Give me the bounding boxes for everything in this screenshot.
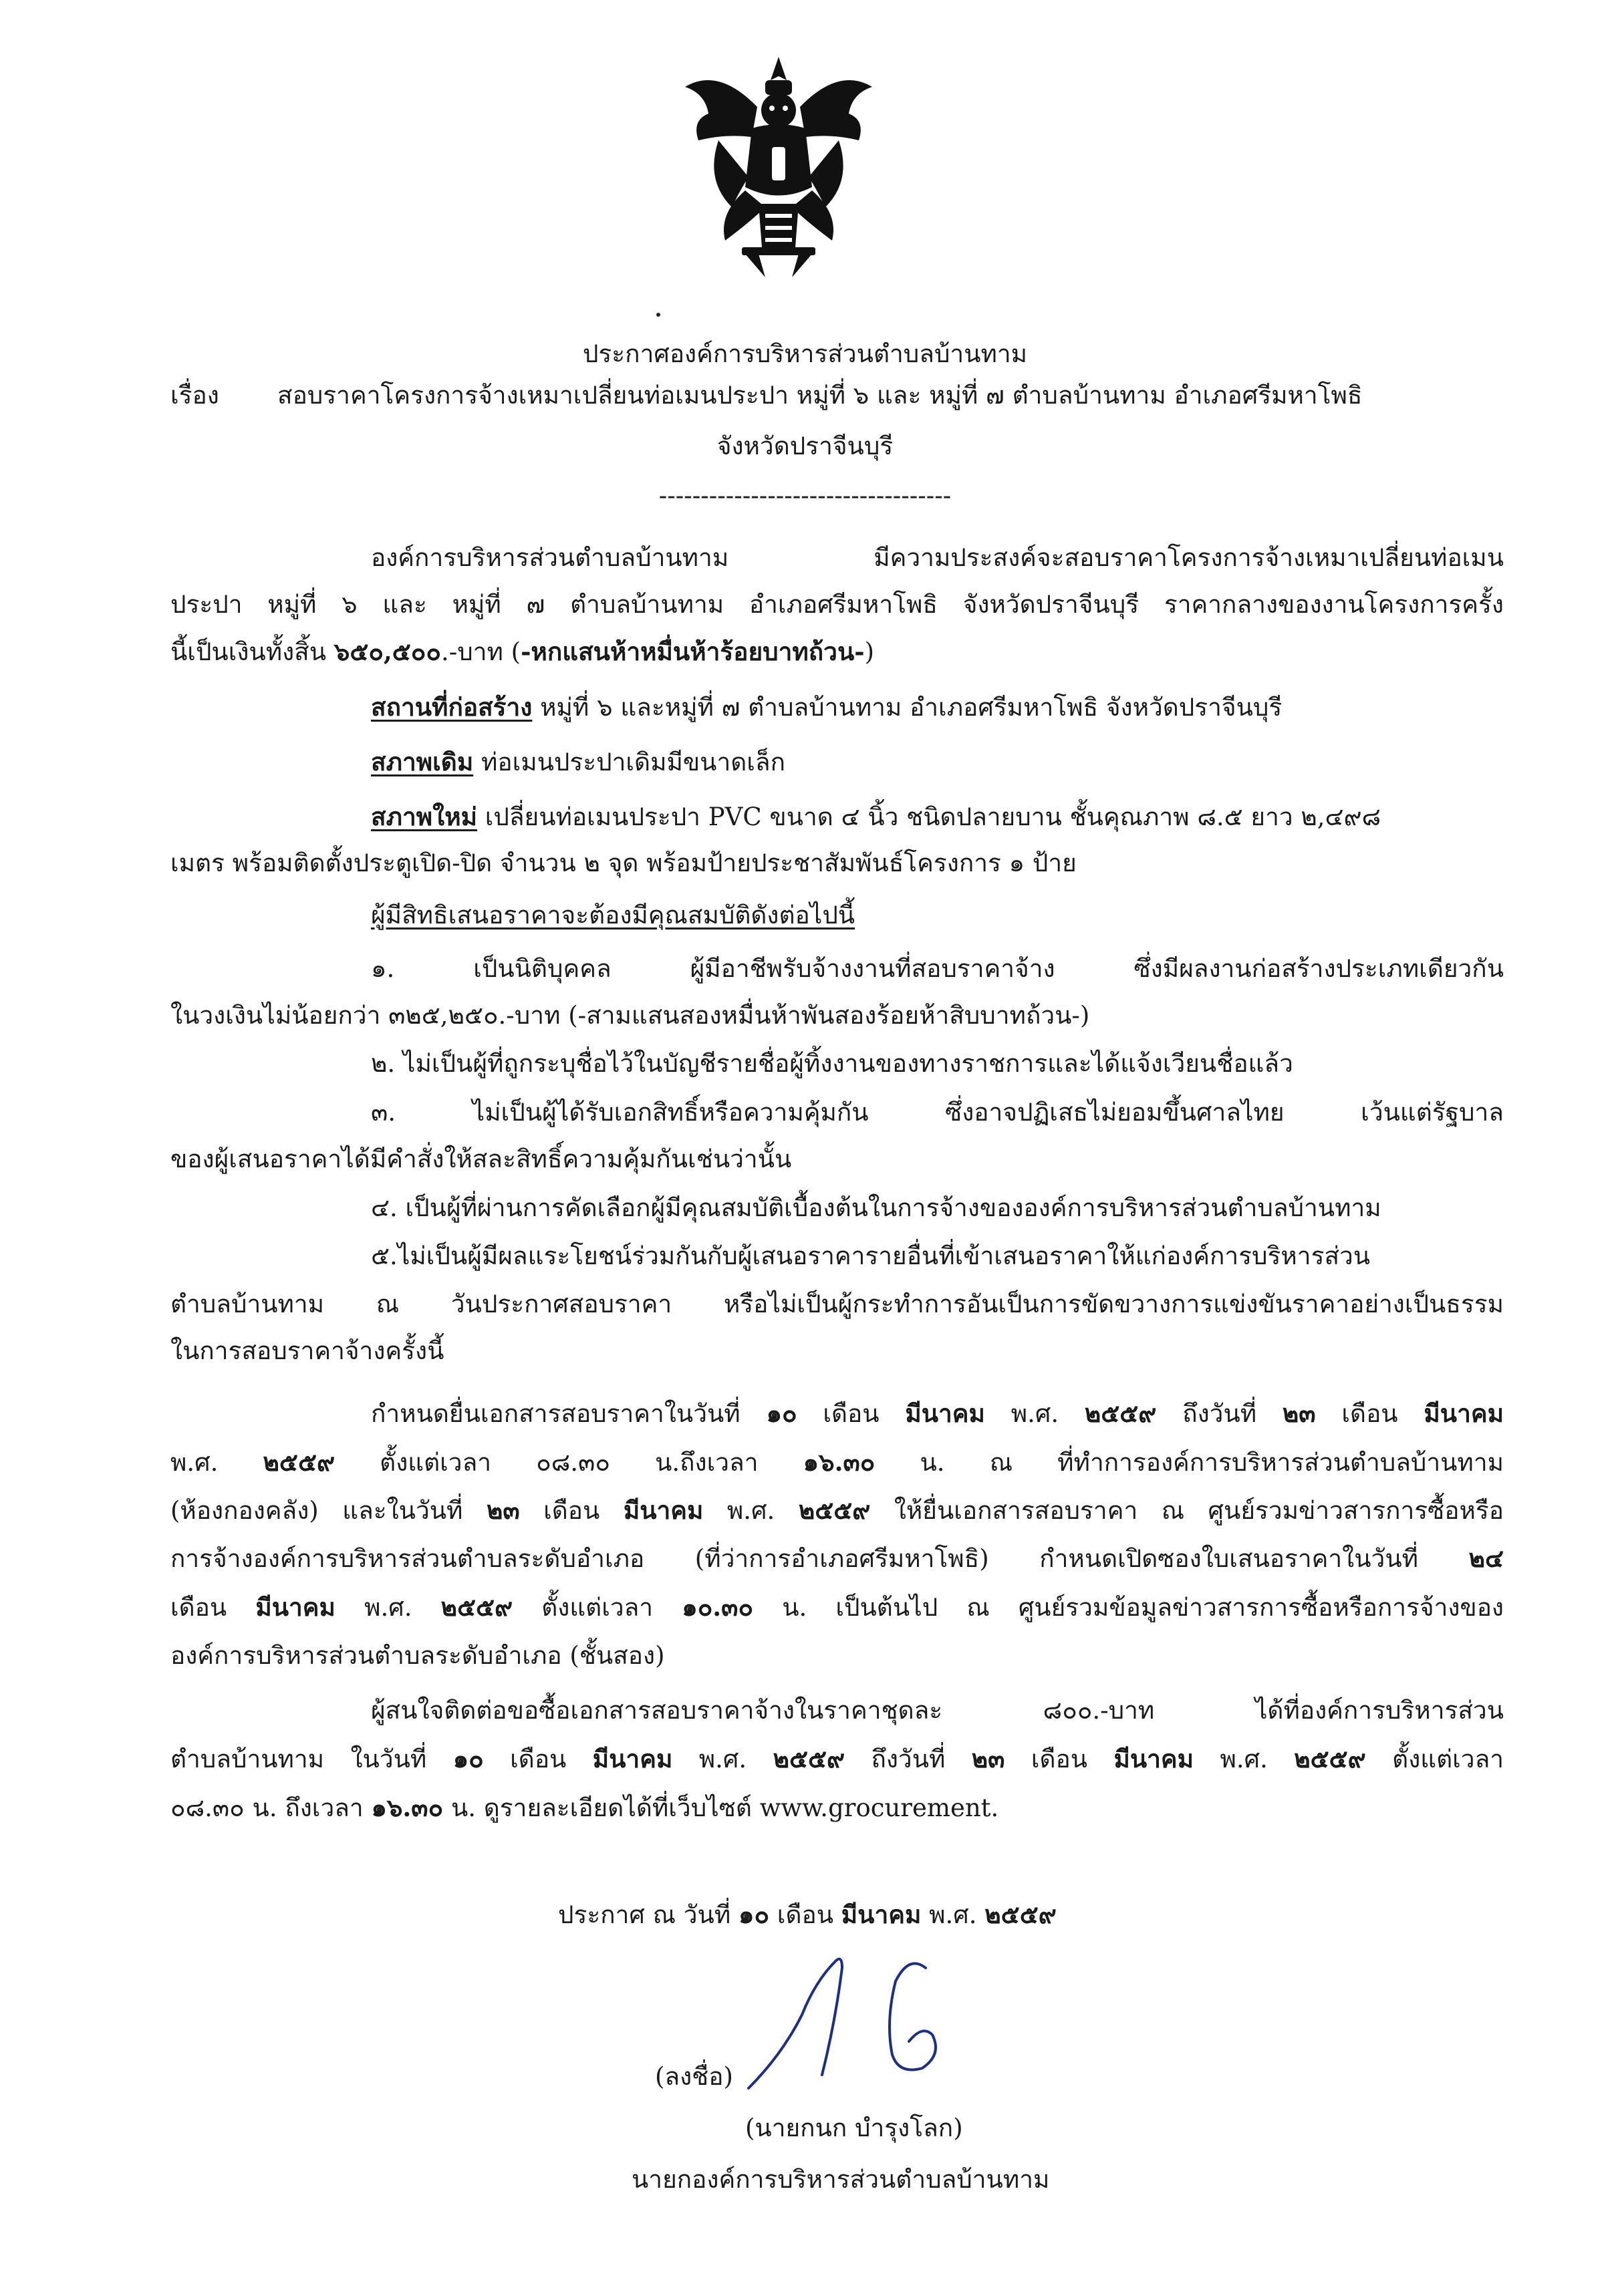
budget-amount-words: -หกแสนห้าหมื่นห้าร้อยบาทถ้วน- [521, 637, 865, 666]
purchase-line-2: ตำบลบ้านทาม ในวันที่ ๑๐ เดือน มีนาคม พ.ศ. ๒๕๕๙ ถึงวันที่ ๒๓ เดือน มีนาคม พ.ศ. ๒๕๕๙ ตั้งแต่เวลา [170, 1744, 1504, 1773]
qualification-3a: ๓. ไม่เป็นผู้ได้รับเอกสิทธิ์หรือความคุ้มกัน ซึ่งอาจปฏิเสธไม่ยอมขึ้นศาลไทย เว้นแต่รัฐบาล [371, 1098, 1504, 1127]
qualification-4: ๔. เป็นผู้ที่ผ่านการคัดเลือกผู้มีคุณสมบัติเบื้องต้นในการจ้างขององค์การบริหารส่วนตำบลบ้านทาม [371, 1193, 1381, 1222]
handwritten-signature-icon [742, 1941, 969, 2095]
header-divider: ----------------------------------- [658, 481, 952, 510]
mark-dot [656, 313, 660, 317]
purchase-line-3: ๐๘.๓๐ น. ถึงเวลา ๑๖.๓๐ น. ดูรายละเอียดได้ที่เว็บไซต์ www.grocurement. [170, 1793, 999, 1822]
schedule-line-3: (ห้องกองคลัง) และในวันที่ ๒๓ เดือน มีนาคม พ.ศ. ๒๕๕๙ ให้ยื่นเอกสารสอบราคา ณ ศูนย์รวมข่าวสารการซื้อหรือ [170, 1495, 1504, 1525]
site-line: สถานที่ก่อสร้าง หมู่ที่ ๖ และหมู่ที่ ๗ ตำบลบ้านทาม อำเภอศรีมหาโพธิ จังหวัดปราจีนบุรี [371, 692, 1283, 722]
qualification-2: ๒. ไม่เป็นผู้ที่ถูกระบุชื่อไว้ในบัญชีรายชื่อผู้ทิ้งงานของทางราชการและได้แจ้งเวียนชื่อแล้ว [371, 1049, 1293, 1078]
site-label: สถานที่ก่อสร้าง [371, 692, 533, 722]
original-state-line: สภาพเดิม ท่อเมนประปาเดิมมีขนาดเล็ก [371, 747, 785, 776]
qualification-1a: ๑. เป็นนิติบุคคล ผู้มีอาชีพรับจ้างงานที่สอบราคาจ้าง ซึ่งมีผลงานก่อสร้างประเภทเดียวกัน [371, 954, 1504, 983]
original-state-label: สภาพเดิม [371, 747, 474, 776]
qualification-5b: ตำบลบ้านทาม ณ วันประกาศสอบราคา หรือไม่เป็นผู้กระทำการอันเป็นการขัดขวางการแข่งขันราคาอย่างเป็นธรรม [170, 1290, 1504, 1318]
intro-line-3: นี้เป็นเงินทั้งสิ้น ๖๕๐,๕๐๐.-บาท (-หกแสนห้าหมื่นห้าร้อยบาทถ้วน-) [170, 637, 875, 666]
intro-line-2: ประปา หมู่ที่ ๖ และ หมู่ที่ ๗ ตำบลบ้านทาม อำเภอศรีมหาโพธิ จังหวัดปราจีนบุรี ราคากลางของงานโครงการครั้ง [170, 590, 1504, 619]
qualification-5a: ๕.ไม่เป็นผู้มีผลแระโยชน์ร่วมกันกับผู้เสนอราคารายอื่นที่เข้าเสนอราคาให้แก่องค์การบริหารส่วน [371, 1242, 1371, 1270]
schedule-line-1: กำหนดยื่นเอกสารสอบราคาในวันที่ ๑๐ เดือน มีนาคม พ.ศ. ๒๕๕๙ ถึงวันที่ ๒๓ เดือน มีนาคม [371, 1399, 1504, 1428]
new-state-line-2: เมตร พร้อมติดตั้งประตูเปิด-ปิด จำนวน ๒ จุด พร้อมป้ายประชาสัมพันธ์โครงการ ๑ ป้าย [170, 849, 1077, 877]
garuda-emblem-icon [678, 53, 879, 281]
subject-label: เรื่อง [170, 381, 219, 410]
qualification-1b: ในวงเงินไม่น้อยกว่า ๓๒๕,๒๕๐.-บาท (-สามแสนสองหมื่นห้าพันสองร้อยห้าสิบบาทถ้วน-) [170, 1001, 1090, 1030]
qualification-3b: ของผู้เสนอราคาได้มีคำสั่งให้สละสิทธิ์ความคุ้มกันเช่นว่านั้น [170, 1145, 792, 1173]
signed-label: (ลงชื่อ) [655, 2062, 733, 2091]
new-state-line: สภาพใหม่ เปลี่ยนท่อเมนประปา PVC ขนาด ๔ นิ้ว ชนิดปลายบาน ชั้นคุณภาพ ๘.๕ ยาว ๒,๔๙๘ [371, 802, 1381, 831]
schedule-line-5: เดือน มีนาคม พ.ศ. ๒๕๕๙ ตั้งแต่เวลา ๑๐.๓๐ น. เป็นต้นไป ณ ศูนย์รวมข้อมูลข่าวสารการซื้อหรือการจ้างของ [170, 1592, 1504, 1622]
announcement-date: ประกาศ ณ วันที่ ๑๐ เดือน มีนาคม พ.ศ. ๒๕๕๙ [558, 1900, 1057, 1929]
budget-amount: ๖๕๐,๕๐๐ [333, 637, 441, 666]
qualification-5c: ในการสอบราคาจ้างครั้งนี้ [170, 1336, 444, 1365]
new-state-label: สภาพใหม่ [371, 802, 477, 831]
org-title: ประกาศองค์การบริหารส่วนตำบลบ้านทาม [582, 339, 1028, 368]
intro-line-1: องค์การบริหารส่วนตำบลบ้านทาม มีความประสงค์จะสอบราคาโครงการจ้างเหมาเปลี่ยนท่อเมน [371, 543, 1504, 572]
purchase-line-1: ผู้สนใจติดต่อขอซื้อเอกสารสอบราคาจ้างในราคาชุดละ ๘๐๐.-บาท ได้ที่องค์การบริหารส่วน [371, 1696, 1504, 1725]
schedule-line-4: การจ้างองค์การบริหารส่วนตำบลระดับอำเภอ (ที่ว่าการอำเภอศรีมหาโพธิ) กำหนดเปิดซองใบเสนอราคาในวันที่ ๒๔ [170, 1544, 1504, 1573]
schedule-line-2: พ.ศ. ๒๕๕๙ ตั้งแต่เวลา ๐๘.๓๐ น.ถึงเวลา ๑๖.๓๐ น. ณ ที่ทำการองค์การบริหารส่วนตำบลบ้านทาม [170, 1447, 1504, 1477]
signatory-name: (นายกนก บำรุงโลก) [745, 2114, 963, 2142]
subject-line-1: สอบราคาโครงการจ้างเหมาเปลี่ยนท่อเมนประปา หมู่ที่ ๖ และ หมู่ที่ ๗ ตำบลบ้านทาม อำเภอศรีมหาโพธิ [277, 381, 1363, 410]
subject-line-2: จังหวัดปราจีนบุรี [716, 432, 894, 460]
schedule-line-6: องค์การบริหารส่วนตำบลระดับอำเภอ (ชั้นสอง) [170, 1641, 665, 1670]
signatory-position: นายกองค์การบริหารส่วนตำบลบ้านทาม [632, 2165, 1050, 2194]
qualifications-heading: ผู้มีสิทธิเสนอราคาจะต้องมีคุณสมบัติดังต่อไปนี้ [371, 901, 855, 929]
